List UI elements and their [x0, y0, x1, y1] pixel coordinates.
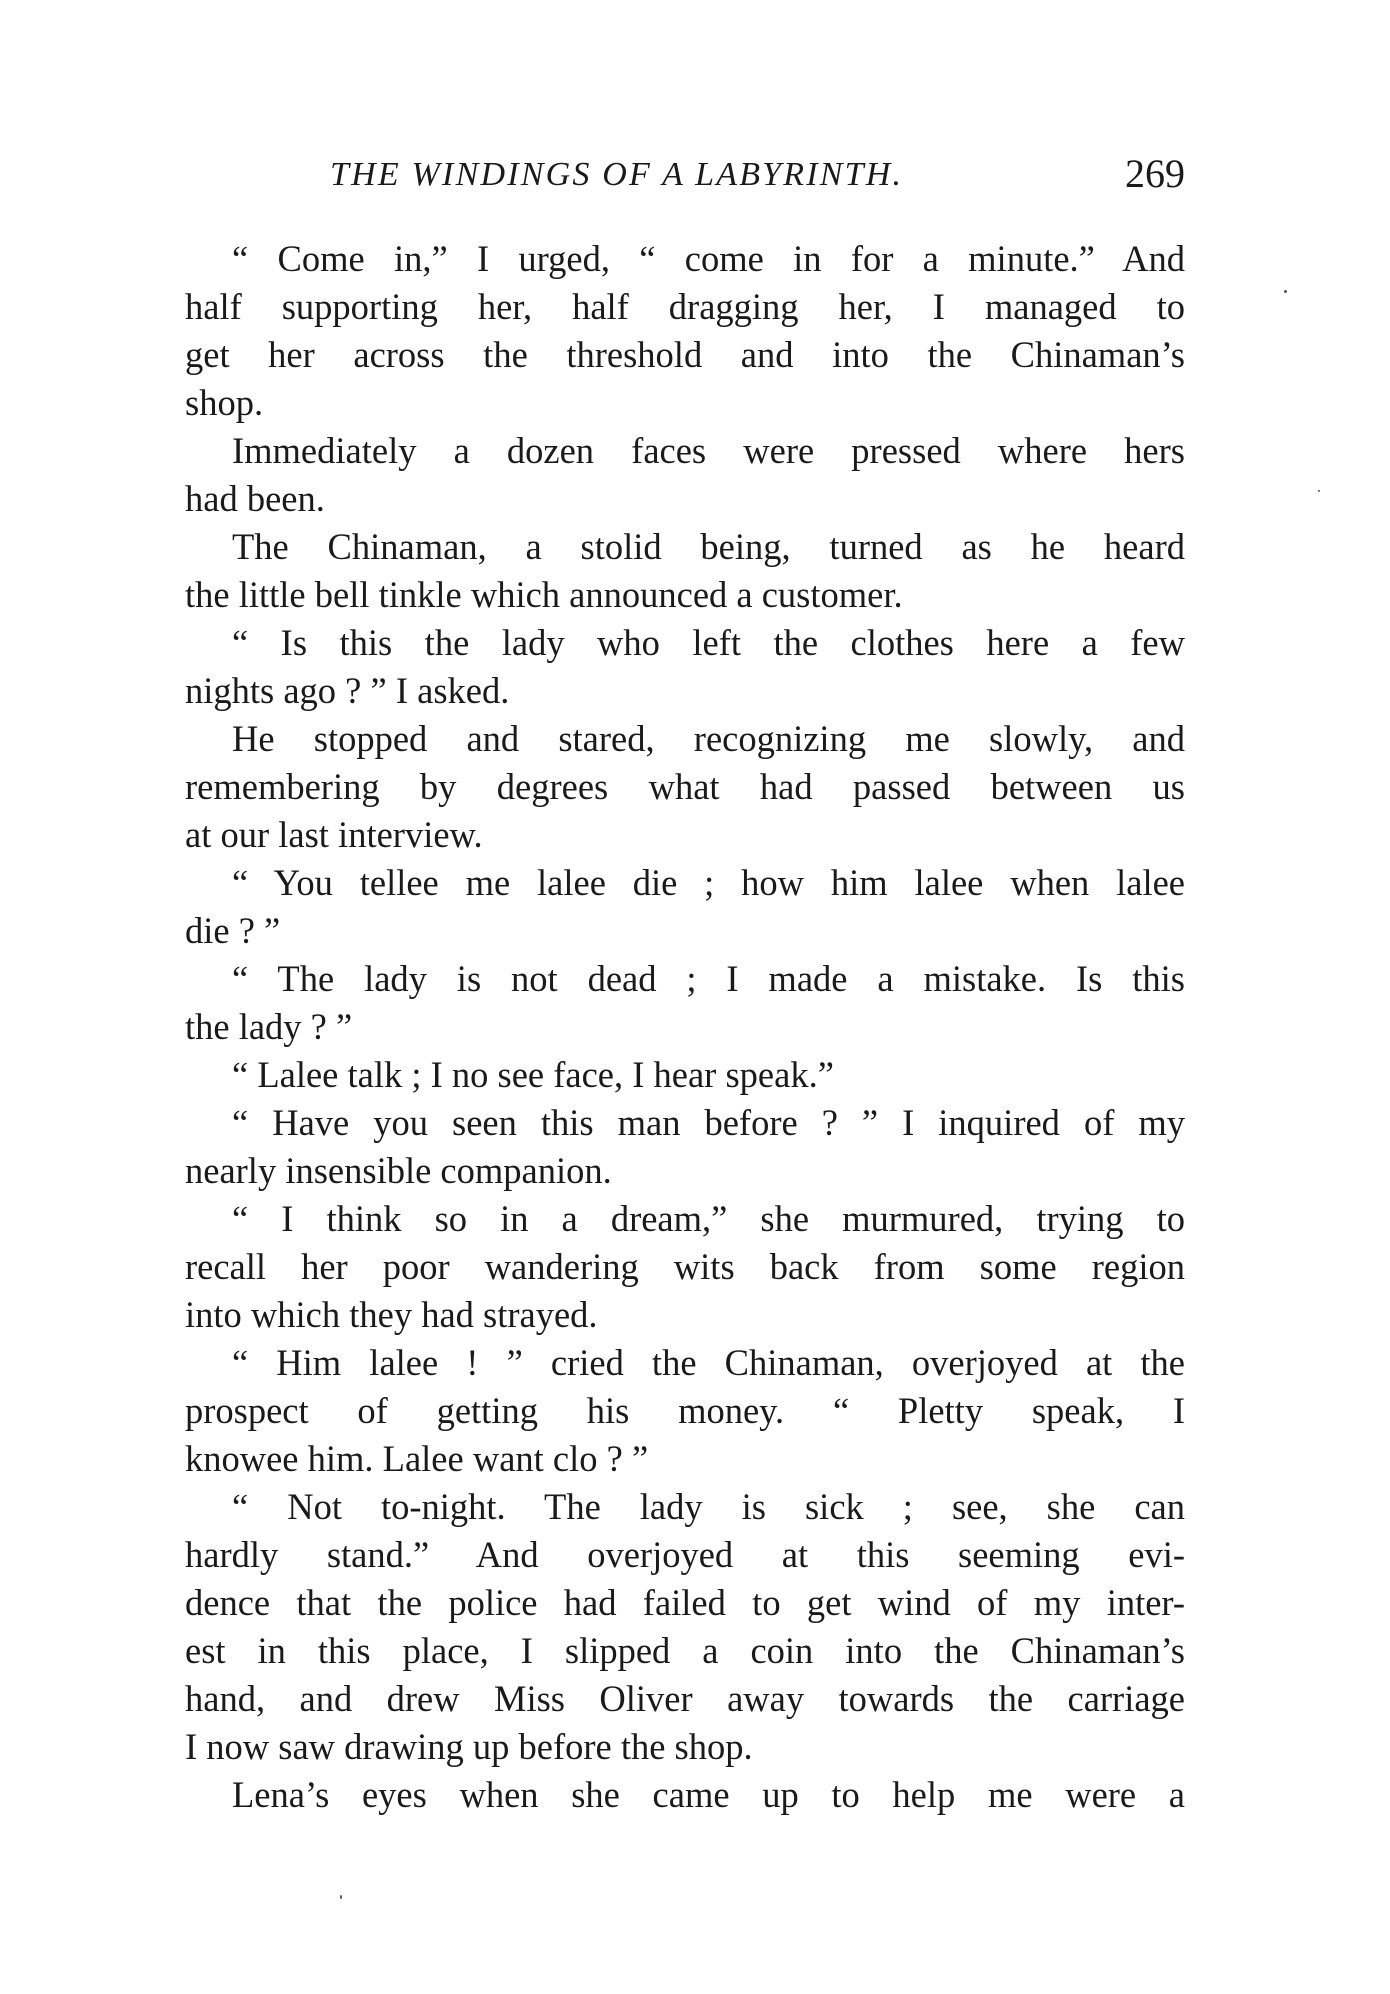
- text-line: “ I think so in a dream,” she murmured, trying to: [232, 1198, 1185, 1239]
- text-line: I now saw drawing up before the shop.: [185, 1726, 753, 1767]
- running-title: THE WINDINGS OF A LABYRINTH.: [330, 156, 904, 193]
- text-line: had been.: [185, 478, 325, 519]
- text-line: “ The lady is not dead ; I made a mistake. Is this: [232, 958, 1185, 999]
- text-line: at our last interview.: [185, 814, 483, 855]
- paper-speck: [340, 1895, 342, 1899]
- text-line: get her across the threshold and into the Chinaman’s: [185, 334, 1185, 375]
- text-line: die ? ”: [185, 910, 281, 951]
- text-line: the little bell tinkle which announced a customer.: [185, 574, 903, 615]
- text-line: “ You tellee me lalee die ; how him lalee when lalee: [232, 862, 1185, 903]
- text-line: “ Have you seen this man before ? ” I inquired of my: [232, 1102, 1185, 1143]
- text-line: Immediately a dozen faces were pressed where hers: [232, 430, 1185, 471]
- text-line: nearly insensible companion.: [185, 1150, 612, 1191]
- text-line: knowee him. Lalee want clo ? ”: [185, 1438, 649, 1479]
- text-line: hardly stand.” And overjoyed at this seeming evi-: [185, 1534, 1185, 1575]
- text-line: recall her poor wandering wits back from some region: [185, 1246, 1185, 1287]
- text-line: “ Not to-night. The lady is sick ; see, she can: [232, 1486, 1185, 1527]
- text-line: half supporting her, half dragging her, I managed to: [185, 286, 1185, 327]
- text-line: Lena’s eyes when she came up to help me were a: [232, 1774, 1185, 1815]
- running-head: [185, 150, 1185, 210]
- page-number: 269: [1125, 151, 1185, 196]
- text-line: est in this place, I slipped a coin into the Chinaman’s: [185, 1630, 1185, 1671]
- text-line: “ Come in,” I urged, “ come in for a minute.” And: [232, 238, 1185, 279]
- text-line: hand, and drew Miss Oliver away towards the carriage: [185, 1678, 1185, 1719]
- text-line: into which they had strayed.: [185, 1294, 598, 1335]
- body-text: [185, 235, 1185, 1819]
- text-line: “ Is this the lady who left the clothes here a few: [232, 622, 1185, 663]
- text-line: nights ago ? ” I asked.: [185, 670, 510, 711]
- text-line: “ Lalee talk ; I no see face, I hear speak.”: [232, 1054, 834, 1095]
- text-line: prospect of getting his money. “ Pletty speak, I: [185, 1390, 1185, 1431]
- text-line: remembering by degrees what had passed between us: [185, 766, 1185, 807]
- text-line: the lady ? ”: [185, 1006, 353, 1047]
- text-line: The Chinaman, a stolid being, turned as he heard: [232, 526, 1185, 567]
- paper-speck: [1284, 290, 1287, 293]
- text-line: shop.: [185, 382, 264, 423]
- text-line: dence that the police had failed to get wind of my inter-: [185, 1582, 1185, 1623]
- paper-speck: [1318, 490, 1320, 492]
- text-line: “ Him lalee ! ” cried the Chinaman, overjoyed at the: [232, 1342, 1185, 1383]
- text-line: He stopped and stared, recognizing me slowly, and: [232, 718, 1185, 759]
